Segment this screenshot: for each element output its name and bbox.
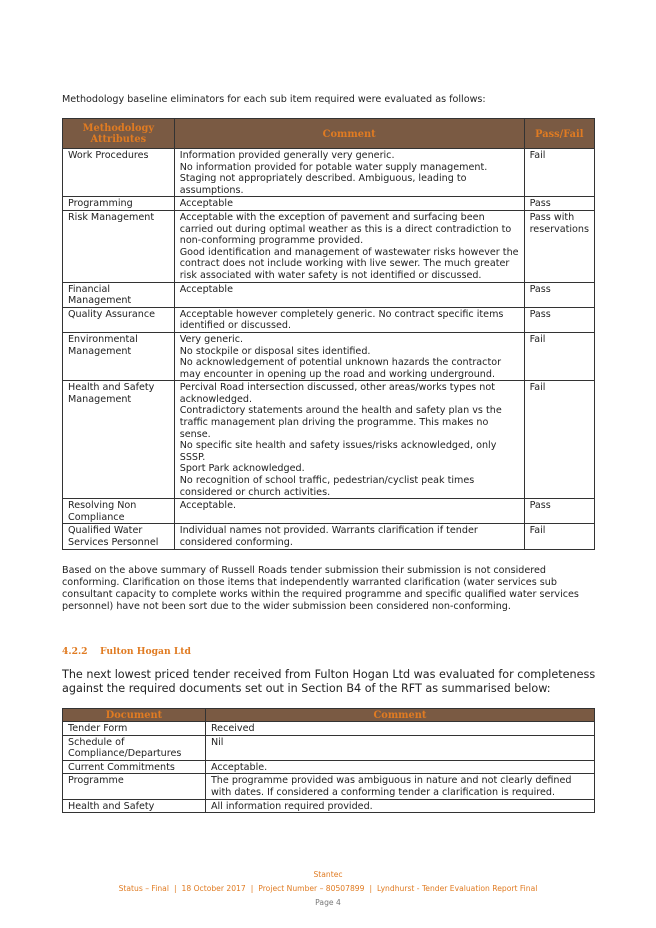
document-cell: Programme	[63, 774, 206, 799]
methodology-table-body	[63, 149, 595, 550]
comment-line: No specific site health and safety issues/risks acknowledged, only SSSP.	[179, 440, 497, 463]
methodology-table	[62, 118, 595, 550]
comment-cell	[174, 149, 524, 197]
document-header-row	[63, 709, 595, 722]
header-pass-fail: Pass/Fail	[524, 119, 594, 149]
section-title: Fulton Hogan Ltd	[100, 646, 191, 657]
footer-separator: |	[173, 884, 177, 893]
methodology-row	[63, 524, 595, 549]
header-comment: Comment	[174, 119, 524, 149]
result-cell: Fail	[524, 381, 594, 499]
header-comment-2: Comment	[205, 709, 594, 722]
methodology-row	[63, 332, 595, 380]
methodology-row	[63, 282, 595, 307]
comment-line: No recognition of school traffic, pedestrian/cyclist peak times considered or church activities.	[179, 475, 475, 498]
attribute-cell: Quality Assurance	[63, 307, 175, 332]
header-methodology-attributes: Methodology Attributes	[63, 119, 175, 149]
footer-report: Lyndhurst - Tender Evaluation Report Final	[377, 884, 538, 893]
attribute-cell: Resolving Non Compliance	[63, 499, 175, 524]
document-comment-cell: Nil	[205, 735, 594, 760]
result-cell: Pass	[524, 197, 594, 211]
methodology-header-row	[63, 119, 595, 149]
footer-separator: |	[250, 884, 254, 893]
result-cell: Pass with reservations	[524, 210, 594, 282]
methodology-row	[63, 210, 595, 282]
footer-details	[0, 882, 656, 896]
comment-line: Very generic.	[179, 333, 244, 345]
document-comment-cell: All information required provided.	[205, 799, 594, 813]
methodology-row	[63, 149, 595, 197]
attribute-cell: Work Procedures	[63, 149, 175, 197]
document-cell: Health and Safety	[63, 799, 206, 813]
comment-line: Information provided generally very generic.	[179, 150, 395, 161]
comment-cell	[174, 332, 524, 380]
intro-paragraph: Methodology baseline eliminators for each sub item required were evaluated as follows:	[62, 94, 486, 105]
comment-line: No information provided for potable water supply management.	[179, 161, 488, 173]
result-cell: Pass	[524, 282, 594, 307]
attribute-cell: Environmental Management	[63, 332, 175, 380]
comment-line: Acceptable	[179, 283, 233, 295]
footer-company: Stantec	[313, 870, 343, 879]
methodology-row	[63, 197, 595, 211]
comment-line: Acceptable.	[179, 500, 237, 512]
document-comment-cell: Acceptable.	[205, 760, 594, 774]
comment-cell	[174, 381, 524, 499]
document-row	[63, 799, 595, 813]
section-number: 4.2.2	[62, 646, 88, 657]
footer-status: Status – Final	[118, 884, 169, 893]
comment-line: No acknowledgement of potential unknown hazards the contractor may encounter in opening up the road and working underground.	[179, 357, 502, 380]
comment-line: Sport Park acknowledged.	[179, 463, 305, 475]
attribute-cell: Health and Safety Management	[63, 381, 175, 499]
document-comment-cell: Received	[205, 722, 594, 736]
attribute-cell: Risk Management	[63, 210, 175, 282]
comment-cell	[174, 524, 524, 549]
methodology-row	[63, 307, 595, 332]
attribute-cell: Qualified Water Services Personnel	[63, 524, 175, 549]
comment-line: Acceptable	[179, 198, 233, 210]
comment-cell	[174, 307, 524, 332]
result-cell: Fail	[524, 149, 594, 197]
methodology-row	[63, 499, 595, 524]
section-paragraph: The next lowest priced tender received from Fulton Hogan Ltd was evaluated for completeness against the required documents set out in Section B4 of the RFT as summarised below:	[62, 668, 596, 695]
result-cell: Pass	[524, 307, 594, 332]
methodology-row	[63, 381, 595, 499]
comment-line: Contradictory statements around the health and safety plan vs the traffic management plan driving the programme. This makes no sense.	[179, 405, 502, 440]
section-heading	[62, 646, 191, 657]
document-comment-cell: The programme provided was ambiguous in nature and not clearly defined with dates. If considered a conforming tender a clarification is required.	[205, 774, 594, 799]
comment-line: Staging not appropriately described. Ambiguous, leading to assumptions.	[179, 173, 467, 196]
header-document: Document	[63, 709, 206, 722]
comment-cell	[174, 210, 524, 282]
summary-paragraph: Based on the above summary of Russell Roads tender submission their submission is not considered conforming. Clarification on those items that independently warranted clarification (water services sub consultant capacity to complete works within the required programme and specific qualified water services personnel) have not been sort due to the wider submission been considered non-conforming.	[62, 565, 579, 612]
comment-line: Percival Road intersection discussed, other areas/works types not acknowledged.	[179, 382, 495, 405]
document-row	[63, 760, 595, 774]
attribute-cell: Financial Management	[63, 282, 175, 307]
document-table-body	[63, 722, 595, 813]
document-row	[63, 722, 595, 736]
comment-line: Individual names not provided. Warrants clarification if tender considered conforming.	[179, 525, 478, 548]
footer-page-number: Page 4	[315, 898, 341, 907]
comment-line: No stockpile or disposal sites identified.	[179, 345, 371, 357]
document-cell: Schedule of Compliance/Departures	[63, 735, 206, 760]
document-row	[63, 774, 595, 799]
footer-separator: |	[369, 884, 373, 893]
comment-cell	[174, 499, 524, 524]
attribute-cell: Programming	[63, 197, 175, 211]
page-footer	[0, 868, 656, 910]
document-cell: Current Commitments	[63, 760, 206, 774]
comment-line: Acceptable however completely generic. No contract specific items identified or discussed.	[179, 308, 504, 332]
comment-cell	[174, 282, 524, 307]
result-cell: Pass	[524, 499, 594, 524]
result-cell: Fail	[524, 332, 594, 380]
result-cell: Fail	[524, 524, 594, 549]
footer-date: 18 October 2017	[181, 884, 246, 893]
comment-line: Acceptable with the exception of pavement and surfacing been carried out during optimal weather as this is a direct contradiction to non-conforming programme provided.	[179, 211, 512, 247]
document-cell: Tender Form	[63, 722, 206, 736]
comment-line: Good identification and management of wastewater risks however the contract does not include working with live sewer. The much greater risk associated with water safety is not identified or discussed.	[179, 246, 519, 281]
document-row	[63, 735, 595, 760]
footer-project: Project Number – 80507899	[258, 884, 365, 893]
document-table	[62, 708, 595, 813]
comment-cell	[174, 197, 524, 211]
